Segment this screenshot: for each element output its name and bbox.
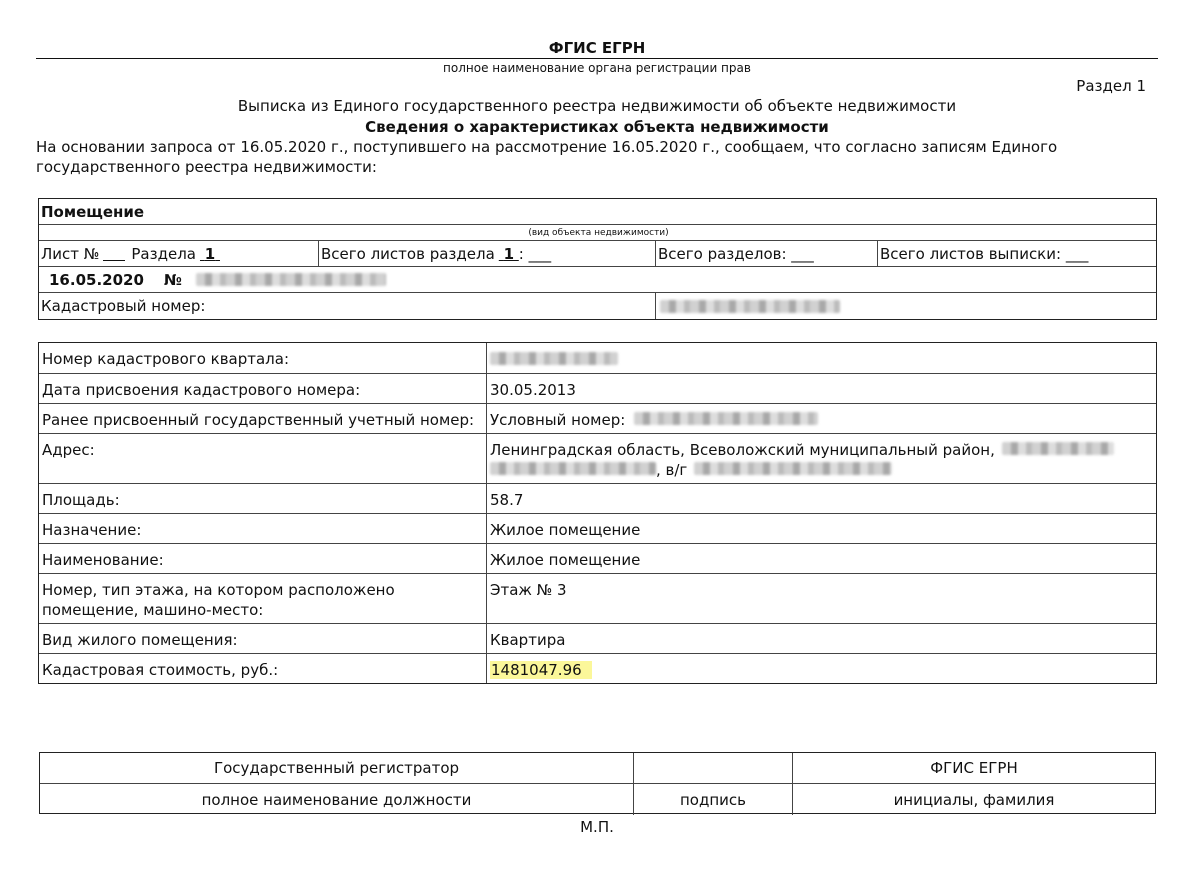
property-label: Площадь: <box>42 491 120 509</box>
cadastral-number-row <box>39 293 1156 319</box>
registrar-org: ФГИС ЕГРН <box>792 753 1155 783</box>
object-header-table <box>38 198 1157 320</box>
redacted-quarter-number <box>490 352 618 365</box>
object-type-row <box>39 199 1156 225</box>
address-text: Ленинградская область, Всеволожский муниципальный район, <box>490 441 995 459</box>
table-row <box>39 624 1156 654</box>
property-value: Жилое помещение <box>486 544 1156 573</box>
address-text-line2: , в/г <box>656 461 688 479</box>
property-label: Номер кадастрового квартала: <box>42 350 290 368</box>
sheet-label: Лист № <box>41 244 100 263</box>
property-label: Дата присвоения кадастрового номера: <box>42 381 361 399</box>
table-row <box>39 484 1156 514</box>
sheet-number-cell <box>39 241 318 266</box>
property-label: Кадастровая стоимость, руб.: <box>42 661 279 679</box>
table-row <box>39 544 1156 574</box>
total-sheets-section-cell <box>318 241 655 266</box>
property-label: Наименование: <box>42 551 164 569</box>
registration-authority-name: ФГИС ЕГРН <box>548 39 646 57</box>
redacted-conditional-number <box>634 412 818 425</box>
table-row <box>39 374 1156 404</box>
total-sections-label: Всего разделов: ___ <box>658 244 814 263</box>
cadastral-number-label-cell <box>39 293 655 319</box>
object-type-caption-row <box>39 225 1156 241</box>
property-value: 30.05.2013 <box>486 374 1156 403</box>
object-type: Помещение <box>41 202 145 221</box>
total-sheets-section-value: 1 <box>503 244 514 263</box>
authority-caption: полное наименование органа регистрации прав <box>443 61 751 75</box>
registrar-title: Государственный регистратор <box>213 759 460 777</box>
document-title: Выписка из Единого государственного реестра недвижимости об объекте недвижимости <box>237 97 957 115</box>
redacted-address-part <box>694 462 892 475</box>
property-label: Адрес: <box>42 441 95 459</box>
signature-table <box>39 752 1156 814</box>
signature-space <box>633 753 792 783</box>
property-value <box>486 343 1156 373</box>
position-caption: полное наименование должности <box>201 790 472 809</box>
sheet-info-row <box>39 241 1156 267</box>
property-value <box>486 654 1156 683</box>
property-label: Вид жилого помещения: <box>42 631 238 649</box>
document-subtitle: Сведения о характеристиках объекта недвижимости <box>365 118 829 136</box>
property-value <box>486 434 1156 483</box>
property-label: Назначение: <box>42 521 142 539</box>
redacted-address-part <box>1002 442 1114 455</box>
cadastral-number-value-cell <box>655 293 1156 319</box>
section-label: Раздела <box>131 244 196 263</box>
signature-caption: подпись <box>633 784 792 815</box>
properties-table <box>38 342 1157 684</box>
signature-row <box>40 753 1155 784</box>
number-sign: № <box>163 270 182 289</box>
section-number: Раздел 1 <box>1076 77 1146 95</box>
section-value: 1 <box>204 244 216 263</box>
redacted-address-part <box>490 462 656 475</box>
table-row <box>39 343 1156 374</box>
total-sheets-section-suffix: : ___ <box>518 244 552 263</box>
date-number-row <box>39 267 1156 293</box>
table-row <box>39 654 1156 683</box>
property-value: Квартира <box>486 624 1156 653</box>
total-sections-cell <box>655 241 877 266</box>
total-sheets-section-label: Всего листов раздела <box>321 244 495 263</box>
authority-underline <box>36 58 1158 59</box>
property-value: 58.7 <box>486 484 1156 513</box>
redacted-number <box>196 273 386 286</box>
table-row <box>39 434 1156 484</box>
property-value: Этаж № 3 <box>486 574 1156 623</box>
property-value <box>486 404 1156 433</box>
conditional-number-label: Условный номер: <box>490 411 626 429</box>
sheet-blank <box>103 247 125 261</box>
redacted-cadastral-number <box>660 300 840 313</box>
table-row <box>39 514 1156 544</box>
table-row <box>39 574 1156 624</box>
property-label: Номер, тип этажа, на котором расположено помещение, машино-место: <box>42 581 395 619</box>
total-sheets-extract-cell <box>877 241 1156 266</box>
property-label: Ранее присвоенный государственный учетный номер: <box>42 411 475 429</box>
extract-date: 16.05.2020 <box>49 270 144 289</box>
date-number-cell <box>39 267 1156 292</box>
cadastral-value-highlighted: 1481047.96 <box>490 661 592 679</box>
property-value: Жилое помещение <box>486 514 1156 543</box>
initials-caption: инициалы, фамилия <box>792 784 1155 815</box>
total-sheets-extract-label: Всего листов выписки: ___ <box>880 244 1089 263</box>
intro-paragraph: На основании запроса от 16.05.2020 г., поступившего на рассмотрение 16.05.2020 г., сообщаем, что согласно записям Единого государственного реестра недвижимости: <box>36 138 1058 176</box>
stamp-place: М.П. <box>580 818 614 836</box>
cadastral-number-label: Кадастровый номер: <box>41 297 206 315</box>
signature-caption-row <box>40 784 1155 815</box>
object-type-caption: (вид объекта недвижимости) <box>528 227 669 238</box>
table-row <box>39 404 1156 434</box>
